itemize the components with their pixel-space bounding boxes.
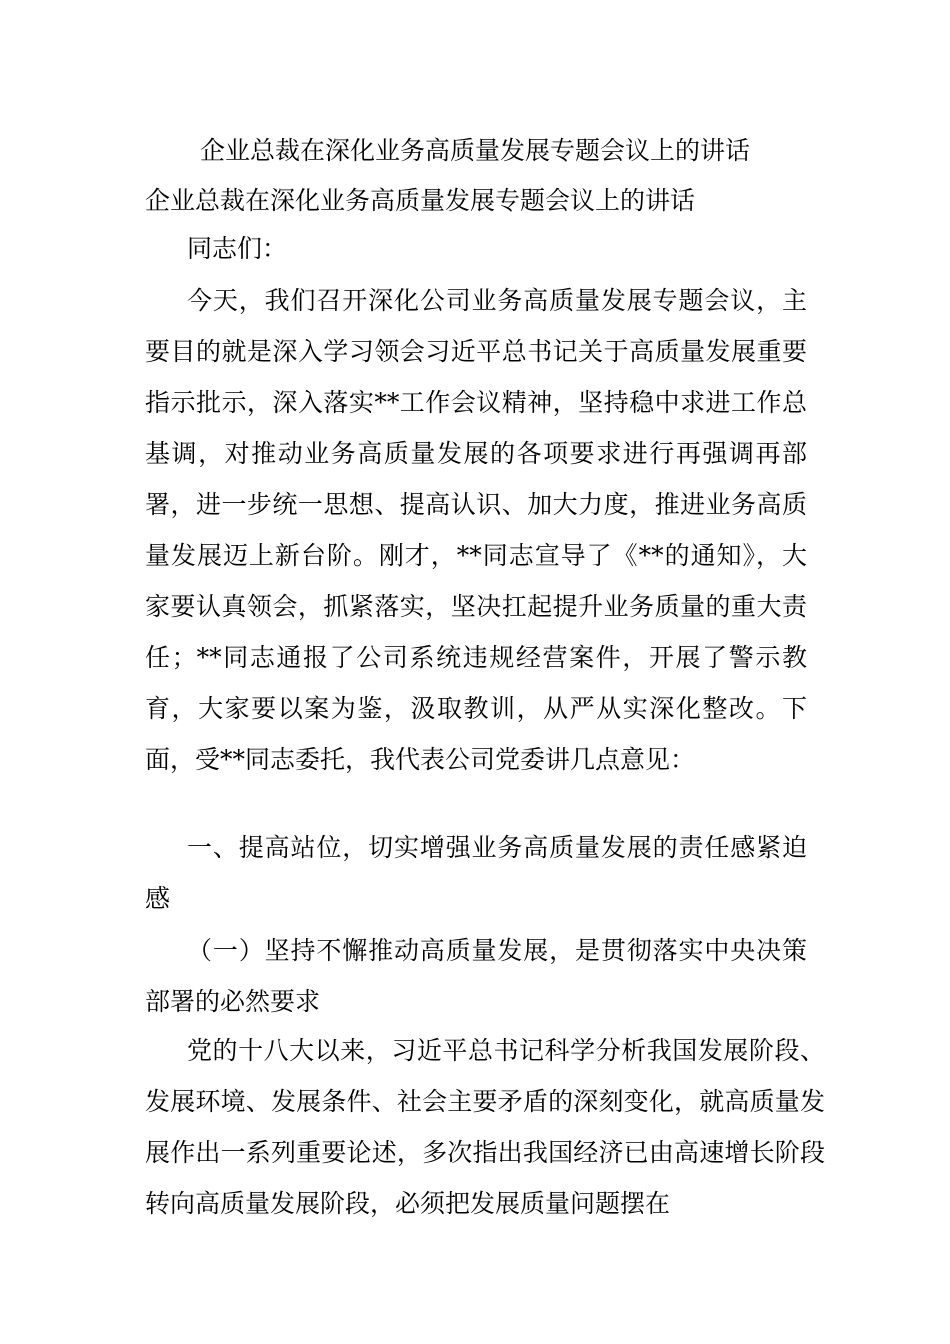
document-subtitle: 企业总裁在深化业务高质量发展专题会议上的讲话 xyxy=(145,186,696,215)
paragraph-intro: 今天，我们召开深化公司业务高质量发展专题会议，主要目的就是深入学习领会习近平总书记关于高质量发展重要指示批示，深入落实**工作会议精神，坚持稳中求进工作总基调，对推动业务高质量发展的各项要求进行再强调再部署，进一步统一思想、提高认识、加大力度，推进业务高质量发展迈上新台阶。刚才，**同志宣导了《**的通知》，大家要认真领会，抓紧落实，坚决扛起提升业务质量的重大责任；**同志通报了公司系统违规经营案件，开展了警示教育，大家要以案为鉴，汲取教训，从严从实深化整改。下面，受**同志委托，我代表公司党委讲几点意见： xyxy=(145,286,807,774)
paragraph-body: 党的十八大以来，习近平总书记科学分析我国发展阶段、发展环境、发展条件、社会主要矛盾的深刻变化，就高质量发展作出一系列重要论述，多次指出我国经济已由高速增长阶段转向高质量发展阶段，必须把发展质量问题摆在 xyxy=(145,1036,825,1218)
subsection-heading: （一）坚持不懈推动高质量发展，是贯彻落实中央决策部署的必然要求 xyxy=(145,936,807,1016)
section-heading: 一、提高站位，切实增强业务高质量发展的责任感紧迫感 xyxy=(145,833,807,913)
document-title: 企业总裁在深化业务高质量发展专题会议上的讲话 xyxy=(199,136,750,165)
greeting: 同志们： xyxy=(187,234,288,263)
